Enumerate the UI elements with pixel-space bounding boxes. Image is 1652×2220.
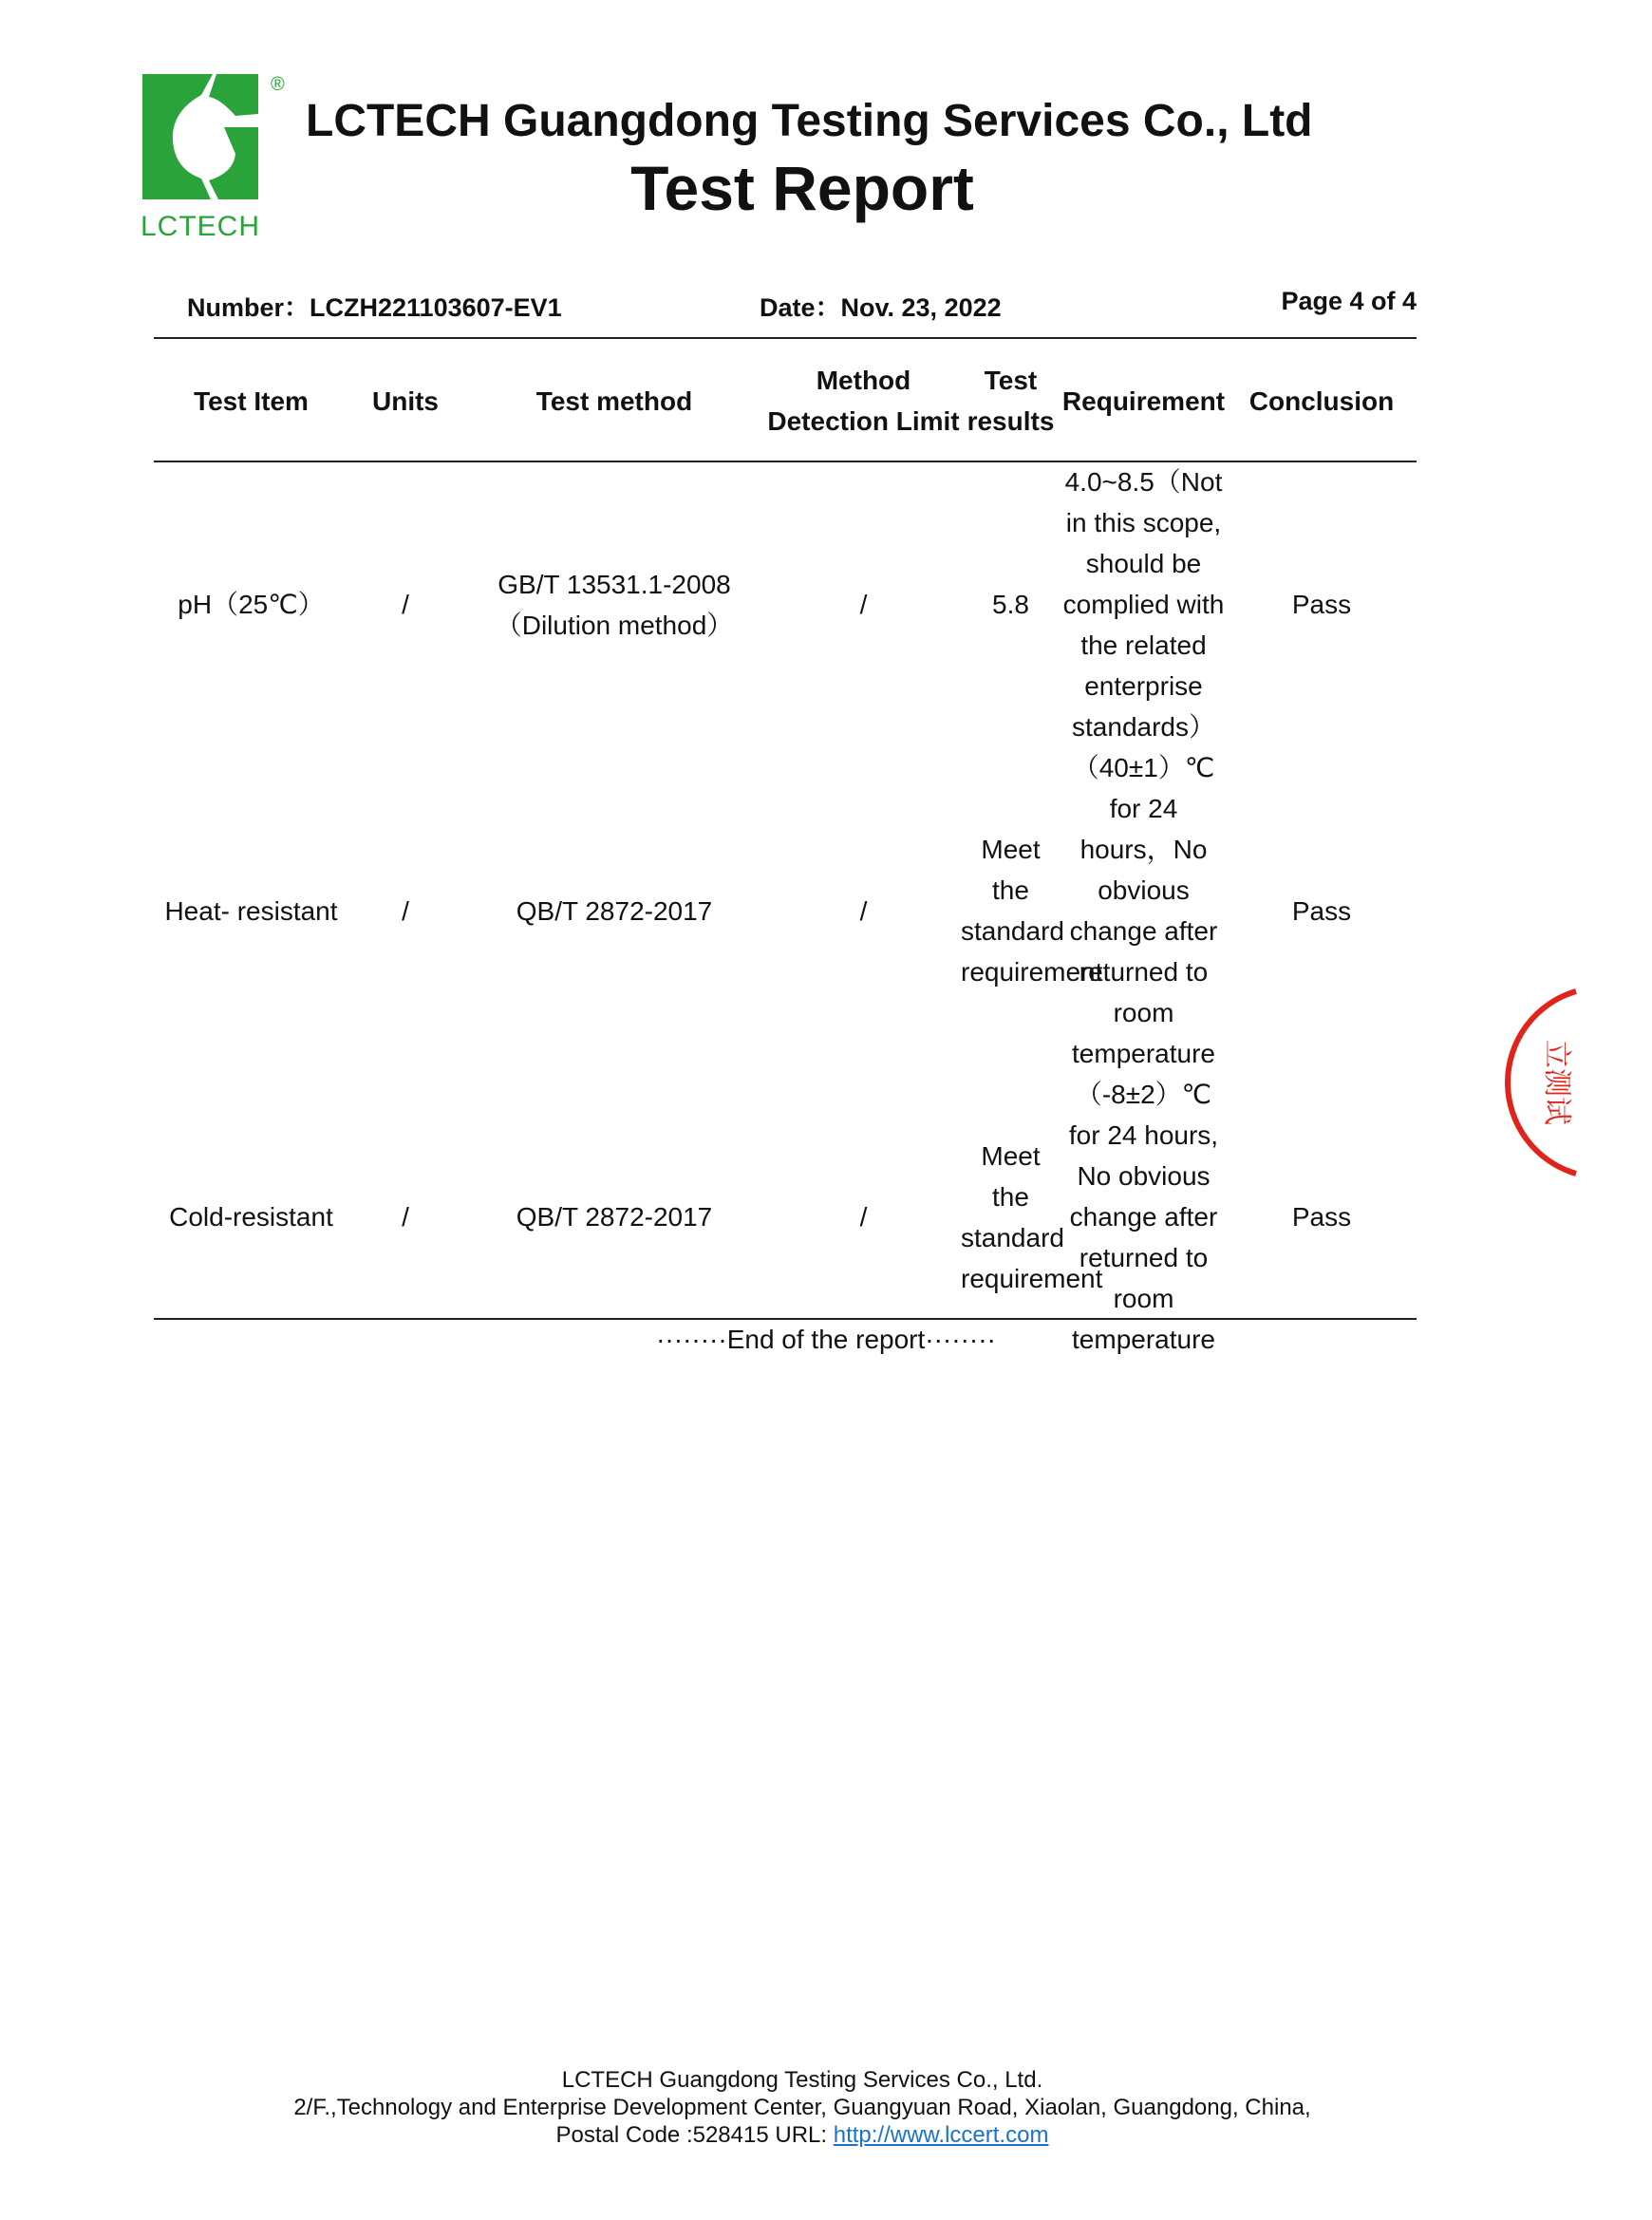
units-cell: /	[402, 1202, 409, 1232]
registered-mark: ®	[271, 74, 285, 95]
end-of-report: ········End of the report········	[656, 1325, 996, 1354]
company-name: LCTECH Guangdong Testing Services Co., Ltd	[306, 96, 1313, 146]
column-header: Test Item	[194, 386, 309, 416]
conclusion-cell: Pass	[1291, 590, 1352, 619]
website-link[interactable]: http://www.lccert.com	[833, 2122, 1049, 2148]
results-table	[154, 340, 1417, 1360]
requirement-cell: （-8±2）℃ for 24 hours, No obvious change after returned to room temperature	[1068, 1080, 1219, 1354]
units-cell: /	[402, 895, 409, 926]
units-cell: /	[402, 590, 409, 619]
svg-text:立测试: 立测试	[1540, 1040, 1573, 1125]
page-number: Page 4 of 4	[1281, 287, 1417, 315]
test-method-cell: GB/T 13531.1-2008（Dilution method）	[495, 569, 734, 640]
table-row	[154, 747, 1417, 1074]
detection-limit-cell: /	[859, 895, 868, 926]
footer-postal-text: Postal Code :528415 URL:	[555, 2122, 834, 2148]
table-row	[154, 1074, 1417, 1360]
header-top-rule	[154, 337, 1417, 339]
footer-company: LCTECH Guangdong Testing Services Co., Ltd.	[561, 2067, 1043, 2093]
column-header: Units	[372, 386, 439, 416]
test-method-cell: QB/T 2872-2017	[516, 1202, 713, 1232]
column-header: Requirement	[1061, 386, 1226, 416]
test-result-cell: Meet the standard requirement	[961, 1140, 1103, 1293]
test-item-cell: pH（25℃）	[178, 590, 325, 619]
column-header: Test method	[535, 386, 693, 416]
column-header: Test results	[967, 366, 1055, 436]
requirement-cell: （40±1）℃ for 24 hours，No obvious change after returned to room temperature	[1069, 753, 1218, 1068]
table-row	[154, 461, 1417, 747]
report-number: Number：LCZH221103607-EV1	[187, 293, 562, 322]
stamp-icon	[1500, 988, 1573, 1177]
column-header: Conclusion	[1248, 386, 1395, 416]
test-result-cell: 5.8	[992, 590, 1029, 619]
column-header: Method Detection Limit	[767, 366, 960, 436]
test-item-cell: Heat- resistant	[164, 895, 338, 926]
footer-address: 2/F.,Technology and Enterprise Development Center, Guangyuan Road, Xiaolan, Guangdong, China,	[293, 2095, 1311, 2120]
requirement-cell: 4.0~8.5（Not in this scope, should be complied with the related enterprise standards）	[1062, 467, 1225, 742]
detection-limit-cell: /	[859, 590, 868, 619]
logo-text: LCTECH	[141, 211, 261, 242]
report-title: Test Report	[630, 153, 974, 223]
footer-postal	[0, 2122, 1605, 2149]
detection-limit-cell: /	[859, 1202, 868, 1232]
conclusion-cell: Pass	[1291, 1202, 1352, 1232]
test-item-cell: Cold-resistant	[169, 1202, 333, 1232]
table-header-row	[154, 340, 1417, 461]
report-date: Date：Nov. 23, 2022	[760, 293, 1002, 322]
conclusion-cell: Pass	[1291, 895, 1352, 926]
test-method-cell: QB/T 2872-2017	[516, 895, 713, 926]
test-result-cell: Meet the standard requirement	[961, 835, 1103, 987]
